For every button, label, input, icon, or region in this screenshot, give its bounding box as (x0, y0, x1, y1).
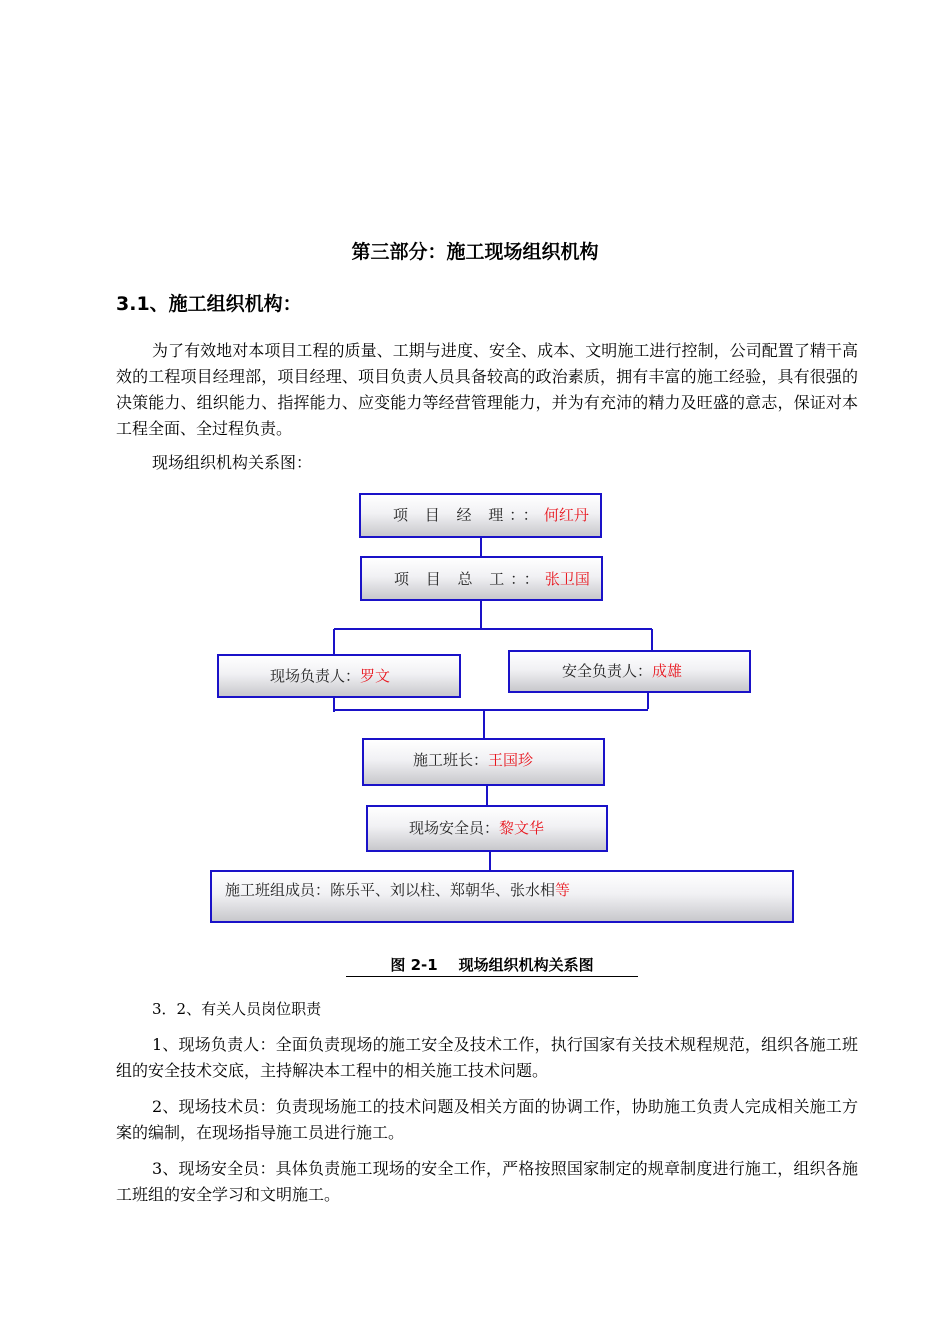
intro-paragraph: 为了有效地对本项目工程的质量、工期与进度、安全、成本、文明施工进行控制，公司配置了精干高效的工程项目经理部，项目经理、项目负责人员具备较高的政治素质，拥有丰富的施工经验，具有很强的决策能力、组织能力、指挥能力、应变能力等经营管理能力，并为有充沛的精力及旺盛的意志，保证对本工程全面、全过程负责。 (116, 341, 858, 438)
site-safety-officer-name: 黎文华 (499, 819, 545, 837)
crew-members-suffix: 等 (555, 881, 571, 899)
responsibility-item: 3、现场安全员：具体负责施工现场的安全工作，严格按照国家制定的规章制度进行施工，组织各施工班组的安全学习和文明施工。 (116, 1159, 858, 1204)
project-manager-name: 何红丹 (543, 506, 589, 524)
responsibility-item: 1、现场负责人：全面负责现场的施工安全及技术工作，执行国家有关技术规程规范，组织各施工班组的安全技术交底，主持解决本工程中的相关施工技术问题。 (116, 1035, 858, 1080)
safety-lead-name: 成雄 (652, 662, 683, 680)
site-safety-officer-label: 现场安全员： (409, 819, 500, 837)
section-title: 3.1、施工组织机构： (116, 293, 302, 315)
project-manager-box (359, 493, 602, 538)
site-lead-box (217, 654, 461, 698)
foreman-box (362, 738, 605, 786)
responsibility-item: 2、现场技术员：负责现场施工的技术问题及相关方面的协调工作，协助施工负责人完成相关施工方案的编制，在现场指导施工员进行施工。 (116, 1097, 858, 1142)
figure-caption (346, 954, 638, 977)
site-lead-label: 现场负责人： (270, 667, 361, 685)
figure-caption-text: 图 2-1 现场组织机构关系图 (390, 956, 594, 974)
chief-engineer-name: 张卫国 (544, 570, 590, 588)
chief-engineer-box (360, 556, 603, 601)
project-manager-label: 项 目 经 理：： (393, 506, 544, 524)
part-title: 第三部分：施工现场组织机构 (351, 241, 599, 263)
safety-lead-box (508, 650, 751, 693)
site-safety-officer-box (366, 805, 608, 852)
org-chart-label: 现场组织机构关系图： (152, 453, 313, 472)
foreman-name: 王国珍 (488, 751, 534, 769)
section-3-2-title: 3．2、有关人员岗位职责 (152, 1000, 322, 1018)
chief-engineer-label: 项 目 总 工：： (394, 570, 545, 588)
crew-members-label: 施工班组成员：陈乐平、刘以柱、郑朝华、张水相 (225, 881, 556, 899)
crew-members-box (210, 870, 794, 923)
safety-lead-label: 安全负责人： (562, 662, 653, 680)
foreman-label: 施工班长： (413, 751, 489, 769)
site-lead-name: 罗文 (360, 667, 391, 685)
